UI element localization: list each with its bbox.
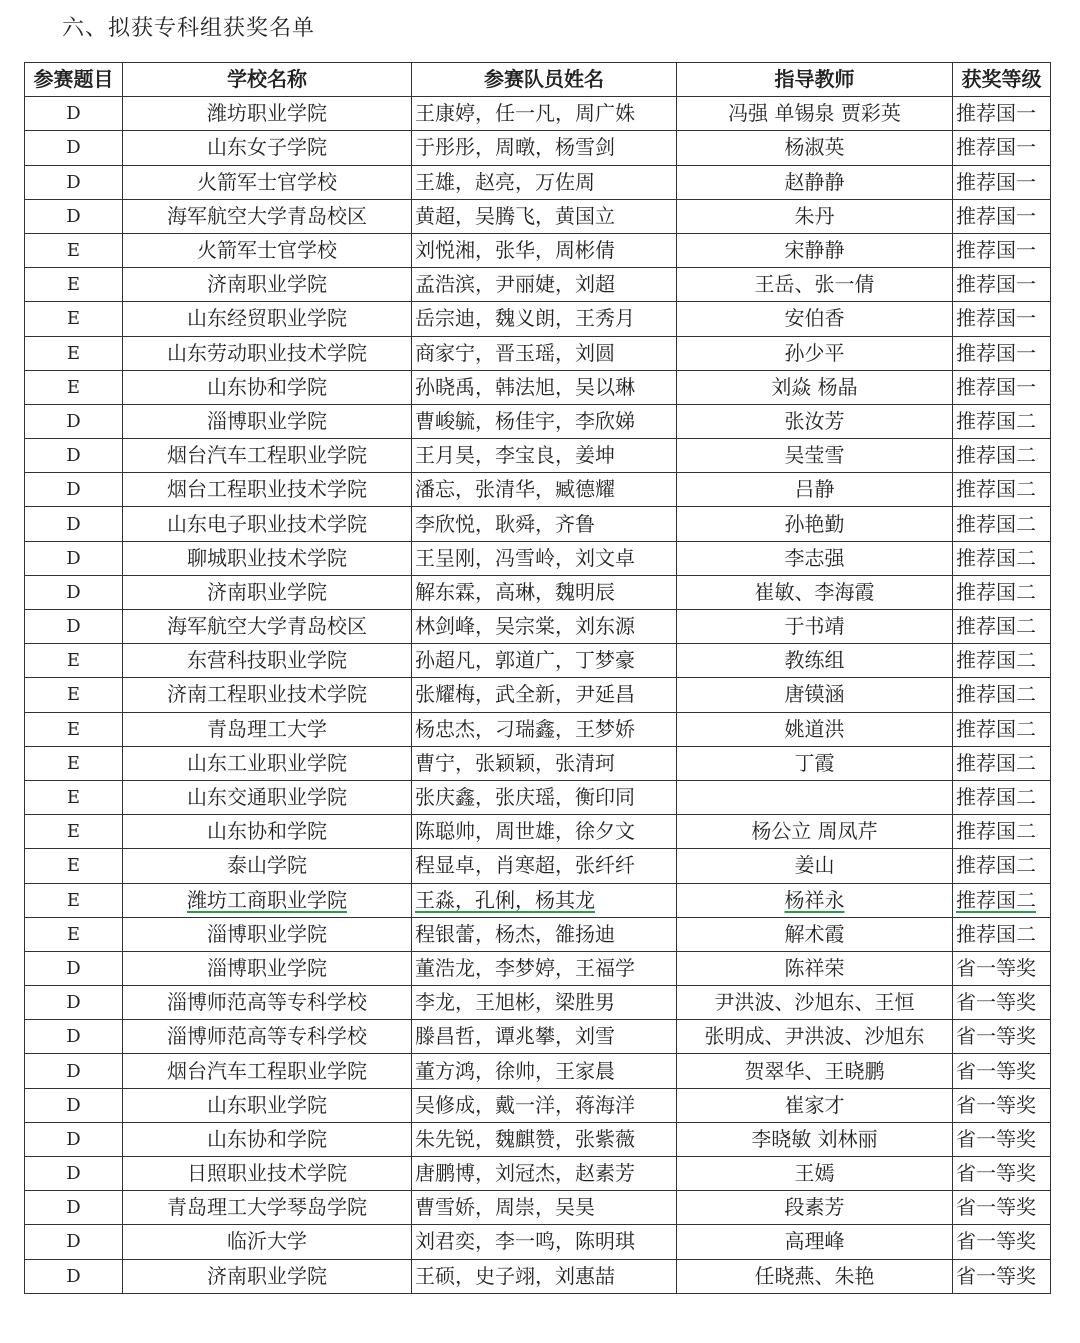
table-row [25, 883, 1051, 917]
members-cell: 董浩龙，李梦婷，王福学 [412, 951, 677, 985]
award-cell: 推荐国二 [953, 507, 1051, 541]
award-cell: 推荐国二 [953, 610, 1051, 644]
members-cell: 孟浩滨，尹丽婕，刘超 [412, 268, 677, 302]
members-cell: 程显卓，肖寒超，张纤纤 [412, 849, 677, 883]
teacher-cell: 教练组 [677, 644, 953, 678]
school-cell: 烟台汽车工程职业学院 [123, 1054, 412, 1088]
members-cell: 曹宁，张颖颖，张清珂 [412, 746, 677, 780]
page-heading: 六、拟获专科组获奖名单 [62, 16, 316, 41]
topic-cell: D [25, 1225, 123, 1259]
award-cell: 推荐国二 [953, 712, 1051, 746]
members-cell: 吴修成，戴一洋，蒋海洋 [412, 1088, 677, 1122]
teacher-cell: 唐镆涵 [677, 678, 953, 712]
award-cell: 推荐国二 [953, 917, 1051, 951]
teacher-cell: 姚道洪 [677, 712, 953, 746]
members-cell: 孙晓禹，韩法旭，吴以琳 [412, 370, 677, 404]
members-cell: 李龙，王旭彬，梁胜男 [412, 986, 677, 1020]
topic-cell: E [25, 336, 123, 370]
column-header-award: 获奖等级 [953, 63, 1051, 97]
award-cell: 推荐国二 [953, 439, 1051, 473]
teacher-cell: 贺翠华、王晓鹏 [677, 1054, 953, 1088]
members-cell: 董方鸿，徐帅，王家晨 [412, 1054, 677, 1088]
school-cell: 潍坊职业学院 [123, 97, 412, 131]
award-cell: 省一等奖 [953, 986, 1051, 1020]
school-cell: 泰山学院 [123, 849, 412, 883]
topic-cell: D [25, 165, 123, 199]
teacher-cell: 孙艳勤 [677, 507, 953, 541]
table-row [25, 1191, 1051, 1225]
table-row [25, 746, 1051, 780]
table-row [25, 1088, 1051, 1122]
table-row [25, 644, 1051, 678]
school-cell: 济南职业学院 [123, 1259, 412, 1293]
teacher-cell: 张明成、尹洪波、沙旭东 [677, 1020, 953, 1054]
award-cell: 推荐国二 [953, 473, 1051, 507]
members-cell: 陈聪帅，周世雄，徐夕文 [412, 815, 677, 849]
table-row [25, 917, 1051, 951]
teacher-cell: 孙少平 [677, 336, 953, 370]
school-cell: 山东协和学院 [123, 1122, 412, 1156]
award-cell: 推荐国一 [953, 165, 1051, 199]
table-row [25, 370, 1051, 404]
members-cell: 刘君奕，李一鸣，陈明琪 [412, 1225, 677, 1259]
teacher-cell: 丁霞 [677, 746, 953, 780]
school-cell: 火箭军士官学校 [123, 165, 412, 199]
table-row [25, 268, 1051, 302]
topic-cell: D [25, 1259, 123, 1293]
topic-cell: E [25, 678, 123, 712]
topic-cell: D [25, 199, 123, 233]
teacher-cell: 任晓燕、朱艳 [677, 1259, 953, 1293]
award-cell: 推荐国一 [953, 97, 1051, 131]
members-cell: 王呈刚，冯雪岭，刘文卓 [412, 541, 677, 575]
teacher-cell: 尹洪波、沙旭东、王恒 [677, 986, 953, 1020]
table-row [25, 507, 1051, 541]
award-cell: 省一等奖 [953, 1225, 1051, 1259]
teacher-cell: 王岳、张一倩 [677, 268, 953, 302]
table-row [25, 1157, 1051, 1191]
award-cell: 推荐国一 [953, 233, 1051, 267]
school-cell: 山东交通职业学院 [123, 780, 412, 814]
table-row [25, 165, 1051, 199]
table-row [25, 336, 1051, 370]
topic-cell: D [25, 1088, 123, 1122]
topic-cell: E [25, 302, 123, 336]
school-cell: 山东协和学院 [123, 370, 412, 404]
teacher-cell: 赵静静 [677, 165, 953, 199]
members-cell: 商家宁，晋玉瑶，刘圆 [412, 336, 677, 370]
topic-cell: D [25, 1122, 123, 1156]
table-row [25, 986, 1051, 1020]
award-cell: 推荐国二 [953, 883, 1051, 917]
members-cell: 杨忠杰，刁瑞鑫，王梦娇 [412, 712, 677, 746]
topic-cell: D [25, 404, 123, 438]
award-cell: 省一等奖 [953, 1122, 1051, 1156]
teacher-cell: 高理峰 [677, 1225, 953, 1259]
column-header-school: 学校名称 [123, 63, 412, 97]
school-cell: 淄博师范高等专科学校 [123, 986, 412, 1020]
members-cell: 曹峻毓，杨佳宇，李欣娣 [412, 404, 677, 438]
members-cell: 朱先锐，魏麒赞，张紫薇 [412, 1122, 677, 1156]
award-cell: 推荐国一 [953, 336, 1051, 370]
members-cell: 王硕，史子翊，刘惠喆 [412, 1259, 677, 1293]
teacher-cell: 刘焱 杨晶 [677, 370, 953, 404]
members-cell: 曹雪娇，周崇，吴昊 [412, 1191, 677, 1225]
table-row [25, 575, 1051, 609]
school-cell: 山东职业学院 [123, 1088, 412, 1122]
school-cell: 济南工程职业技术学院 [123, 678, 412, 712]
school-cell: 海军航空大学青岛校区 [123, 199, 412, 233]
members-cell: 滕昌哲，谭兆攀，刘雪 [412, 1020, 677, 1054]
teacher-cell: 杨公立 周凤芹 [677, 815, 953, 849]
topic-cell: D [25, 541, 123, 575]
members-cell: 张庆鑫，张庆瑶，衡印同 [412, 780, 677, 814]
members-cell: 王淼，孔俐，杨其龙 [412, 883, 677, 917]
teacher-cell: 段素芳 [677, 1191, 953, 1225]
teacher-cell: 崔家才 [677, 1088, 953, 1122]
school-cell: 淄博职业学院 [123, 951, 412, 985]
topic-cell: E [25, 712, 123, 746]
table-row [25, 404, 1051, 438]
table-row [25, 712, 1051, 746]
award-cell: 省一等奖 [953, 1259, 1051, 1293]
school-cell: 山东女子学院 [123, 131, 412, 165]
members-cell: 黄超，吴腾飞，黄国立 [412, 199, 677, 233]
members-cell: 潘忘，张清华，臧德耀 [412, 473, 677, 507]
teacher-cell: 王嫣 [677, 1157, 953, 1191]
school-cell: 山东电子职业技术学院 [123, 507, 412, 541]
table-row [25, 97, 1051, 131]
award-cell: 推荐国二 [953, 815, 1051, 849]
school-cell: 潍坊工商职业学院 [123, 883, 412, 917]
teacher-cell: 张汝芳 [677, 404, 953, 438]
members-cell: 李欣悦，耿舜，齐鲁 [412, 507, 677, 541]
table-row [25, 233, 1051, 267]
award-cell: 推荐国一 [953, 199, 1051, 233]
school-cell: 东营科技职业学院 [123, 644, 412, 678]
members-cell: 王雄，赵亮，万佐周 [412, 165, 677, 199]
topic-cell: E [25, 746, 123, 780]
members-cell: 程银蕾，杨杰，雒扬迪 [412, 917, 677, 951]
table-row [25, 199, 1051, 233]
award-cell: 推荐国二 [953, 780, 1051, 814]
school-cell: 济南职业学院 [123, 575, 412, 609]
table-row [25, 1020, 1051, 1054]
table-row [25, 951, 1051, 985]
topic-cell: D [25, 473, 123, 507]
topic-cell: D [25, 1157, 123, 1191]
teacher-cell: 李晓敏 刘林丽 [677, 1122, 953, 1156]
teacher-cell [677, 780, 953, 814]
table-row [25, 1054, 1051, 1088]
members-cell: 张耀梅，武全新，尹延昌 [412, 678, 677, 712]
award-cell: 推荐国二 [953, 541, 1051, 575]
school-cell: 烟台汽车工程职业学院 [123, 439, 412, 473]
award-cell: 省一等奖 [953, 951, 1051, 985]
table-row [25, 780, 1051, 814]
topic-cell: E [25, 883, 123, 917]
members-cell: 孙超凡，郭道广，丁梦豪 [412, 644, 677, 678]
topic-cell: D [25, 97, 123, 131]
school-cell: 聊城职业技术学院 [123, 541, 412, 575]
topic-cell: D [25, 951, 123, 985]
award-cell: 推荐国二 [953, 678, 1051, 712]
table-row [25, 302, 1051, 336]
teacher-cell: 安伯香 [677, 302, 953, 336]
topic-cell: E [25, 917, 123, 951]
award-cell: 推荐国二 [953, 575, 1051, 609]
topic-cell: D [25, 575, 123, 609]
teacher-cell: 宋静静 [677, 233, 953, 267]
award-cell: 推荐国一 [953, 268, 1051, 302]
award-cell: 推荐国二 [953, 746, 1051, 780]
teacher-cell: 崔敏、李海霞 [677, 575, 953, 609]
topic-cell: E [25, 233, 123, 267]
table-row [25, 849, 1051, 883]
topic-cell: D [25, 131, 123, 165]
table-row [25, 541, 1051, 575]
members-cell: 解东霖，高琳，魏明辰 [412, 575, 677, 609]
members-cell: 于彤彤，周暾，杨雪剑 [412, 131, 677, 165]
teacher-cell: 朱丹 [677, 199, 953, 233]
school-cell: 青岛理工大学 [123, 712, 412, 746]
teacher-cell: 吕静 [677, 473, 953, 507]
topic-cell: E [25, 644, 123, 678]
teacher-cell: 陈祥荣 [677, 951, 953, 985]
topic-cell: D [25, 507, 123, 541]
award-cell: 推荐国一 [953, 302, 1051, 336]
table-row [25, 1122, 1051, 1156]
topic-cell: D [25, 1054, 123, 1088]
school-cell: 山东经贸职业学院 [123, 302, 412, 336]
school-cell: 山东工业职业学院 [123, 746, 412, 780]
school-cell: 烟台工程职业技术学院 [123, 473, 412, 507]
table-row [25, 131, 1051, 165]
award-cell: 推荐国二 [953, 404, 1051, 438]
table-header-row [25, 63, 1051, 97]
table-row [25, 610, 1051, 644]
members-cell: 王月昊，李宝良，姜坤 [412, 439, 677, 473]
award-cell: 省一等奖 [953, 1088, 1051, 1122]
teacher-cell: 冯强 单锡泉 贾彩英 [677, 97, 953, 131]
teacher-cell: 杨淑英 [677, 131, 953, 165]
school-cell: 临沂大学 [123, 1225, 412, 1259]
topic-cell: E [25, 370, 123, 404]
topic-cell: D [25, 1191, 123, 1225]
teacher-cell: 李志强 [677, 541, 953, 575]
award-cell: 省一等奖 [953, 1191, 1051, 1225]
topic-cell: E [25, 780, 123, 814]
members-cell: 王康婷，任一凡，周广姝 [412, 97, 677, 131]
members-cell: 刘悦湘，张华，周彬倩 [412, 233, 677, 267]
award-cell: 推荐国一 [953, 131, 1051, 165]
school-cell: 淄博职业学院 [123, 404, 412, 438]
teacher-cell: 杨祥永 [677, 883, 953, 917]
school-cell: 山东劳动职业技术学院 [123, 336, 412, 370]
topic-cell: D [25, 439, 123, 473]
column-header-topic: 参赛题目 [25, 63, 123, 97]
school-cell: 日照职业技术学院 [123, 1157, 412, 1191]
award-cell: 省一等奖 [953, 1020, 1051, 1054]
school-cell: 济南职业学院 [123, 268, 412, 302]
members-cell: 林剑峰，吴宗棠，刘东源 [412, 610, 677, 644]
topic-cell: D [25, 986, 123, 1020]
table-row [25, 1225, 1051, 1259]
teacher-cell: 解术霞 [677, 917, 953, 951]
members-cell: 唐鹏博，刘冠杰，赵素芳 [412, 1157, 677, 1191]
school-cell: 淄博师范高等专科学校 [123, 1020, 412, 1054]
school-cell: 山东协和学院 [123, 815, 412, 849]
school-cell: 淄博职业学院 [123, 917, 412, 951]
teacher-cell: 吴莹雪 [677, 439, 953, 473]
table-row [25, 473, 1051, 507]
table-row [25, 678, 1051, 712]
school-cell: 海军航空大学青岛校区 [123, 610, 412, 644]
column-header-members: 参赛队员姓名 [412, 63, 677, 97]
topic-cell: E [25, 849, 123, 883]
award-table [24, 62, 1051, 1294]
award-cell: 省一等奖 [953, 1157, 1051, 1191]
award-cell: 推荐国一 [953, 370, 1051, 404]
topic-cell: D [25, 1020, 123, 1054]
topic-cell: D [25, 610, 123, 644]
award-cell: 推荐国二 [953, 849, 1051, 883]
column-header-teacher: 指导教师 [677, 63, 953, 97]
school-cell: 青岛理工大学琴岛学院 [123, 1191, 412, 1225]
topic-cell: E [25, 268, 123, 302]
members-cell: 岳宗迪，魏义朗，王秀月 [412, 302, 677, 336]
school-cell: 火箭军士官学校 [123, 233, 412, 267]
topic-cell: E [25, 815, 123, 849]
table-row [25, 815, 1051, 849]
teacher-cell: 姜山 [677, 849, 953, 883]
award-cell: 省一等奖 [953, 1054, 1051, 1088]
teacher-cell: 于书靖 [677, 610, 953, 644]
table-row [25, 439, 1051, 473]
award-cell: 推荐国二 [953, 644, 1051, 678]
table-row [25, 1259, 1051, 1293]
